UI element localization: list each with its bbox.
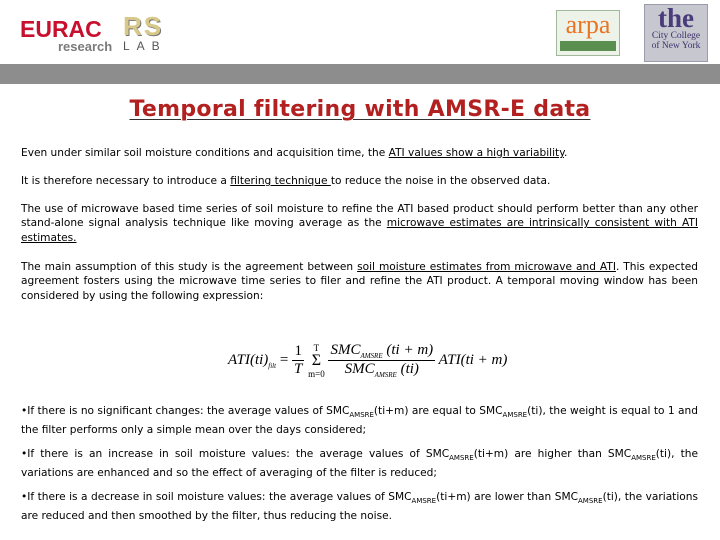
paragraph-microwave: [21, 202, 698, 245]
formula-lhs: ATI(ti): [228, 351, 269, 368]
lab-logo-text: LAB: [123, 39, 167, 53]
eurac-logo-text: EURAC: [20, 16, 102, 42]
ccny-logo-the: the: [658, 3, 694, 33]
filter-formula: [228, 342, 507, 379]
formula-denominator: [328, 361, 435, 379]
formula-sum: [308, 343, 325, 379]
b1-text-c: (ti), the weight is equal to 1 and the filter performs only a simple mean over the days considered;: [21, 405, 698, 436]
formula-smc-bottom-sub: AMSRE: [374, 371, 397, 379]
formula-numerator: [328, 342, 435, 361]
b2-sub1: AMSRE: [449, 454, 474, 463]
b3-text-a: •If there is a decrease in soil moisture values: the average values of SMC: [21, 491, 412, 503]
b1-text-b: (ti+m) are equal to SMC: [373, 405, 503, 417]
paragraph-assumption: [21, 260, 698, 303]
bullet-no-change: [21, 404, 698, 437]
p1-end: .: [563, 147, 568, 159]
p3-underlined: microwave estimates are intrinsically consistent with ATI estimates.: [21, 217, 698, 244]
arpa-logo: [556, 10, 620, 56]
p2-underlined: filtering technique: [230, 175, 331, 187]
eurac-research-logo: [20, 18, 112, 53]
bullet-increase: [21, 447, 698, 480]
slide-title-text: Temporal filtering with AMSR-E data: [129, 97, 591, 122]
formula-smc-bottom: SMC: [344, 361, 375, 377]
p4-text: The main assumption of this study is the agreement between: [21, 261, 358, 273]
b2-sub2: AMSRE: [631, 454, 656, 463]
formula-sum-bottom: m=0: [308, 368, 325, 379]
formula-one-over-t: [292, 343, 304, 378]
p1-text: Even under similar soil moisture conditions and acquisition time, the: [21, 147, 389, 159]
p2-text: It is therefore necessary to introduce a: [21, 175, 231, 187]
b2-text-b: (ti+m) are higher than SMC: [473, 448, 632, 460]
rs-lab-logo: [123, 13, 177, 55]
p4-end: . This expected agreement fosters using the microwave time series to filer and refine the ATI product. A temporal moving window has been considered by using the following expression:: [21, 261, 698, 302]
formula-arg-top: (ti + m): [386, 342, 434, 358]
formula-arg-bottom: (ti): [400, 361, 419, 377]
b3-text-b: (ti+m) are lower than SMC: [436, 491, 578, 503]
formula-smc-top-sub: AMSRE: [360, 352, 383, 360]
b3-text-c: (ti), the variations are reduced and then smoothed by the filter, thus reducing the noise.: [21, 491, 698, 522]
slide-title: [0, 97, 720, 122]
p2-end: to reduce the noise in the observed data.: [330, 175, 551, 187]
b1-sub1: AMSRE: [349, 411, 374, 420]
header-divider-bar: [0, 64, 720, 84]
b2-text-a: •If there is an increase in soil moisture values: the average values of SMC: [21, 448, 450, 460]
formula-smc-top: SMC: [330, 342, 361, 358]
sigma-icon: Σ: [311, 351, 322, 369]
paragraph-filtering: [21, 174, 698, 188]
arpa-logo-bar: [560, 41, 616, 51]
formula-one: 1: [292, 343, 304, 361]
b2-text-c: (ti), the variations are enhanced and so the effect of averaging of the filter is reduced;: [21, 448, 699, 479]
formula-rhs: ATI(ti + m): [438, 351, 508, 368]
b3-sub2: AMSRE: [578, 497, 603, 506]
bullet-decrease: [21, 490, 698, 523]
p3-text: The use of microwave based time series of soil moisture to refine the ATI based product should perform better than any other stand-alone signal analysis technique like moving average as the: [21, 203, 698, 230]
rs-logo-text: RS: [123, 11, 164, 41]
ccny-logo: [644, 4, 708, 62]
ccny-logo-line2: of New York: [651, 41, 701, 51]
formula-t: T: [294, 361, 303, 377]
formula-lhs-sub: filt: [268, 361, 277, 370]
paragraph-variability: [21, 146, 698, 160]
eurac-logo-subtext: research: [58, 39, 113, 54]
formula-equals: =: [279, 351, 289, 368]
formula-sum-top: T: [313, 342, 320, 353]
arpa-logo-text: arpa: [565, 10, 611, 39]
ccny-logo-line1: City College: [651, 31, 701, 41]
formula-smc-ratio: [328, 342, 435, 379]
p1-underlined: ATI values show a high variability: [388, 147, 564, 159]
b1-sub2: AMSRE: [502, 411, 528, 420]
b1-text-a: •If there is no significant changes: the average values of SMC: [21, 405, 350, 417]
p4-underlined: soil moisture estimates from microwave and ATI: [357, 261, 616, 273]
b3-sub1: AMSRE: [411, 497, 437, 506]
